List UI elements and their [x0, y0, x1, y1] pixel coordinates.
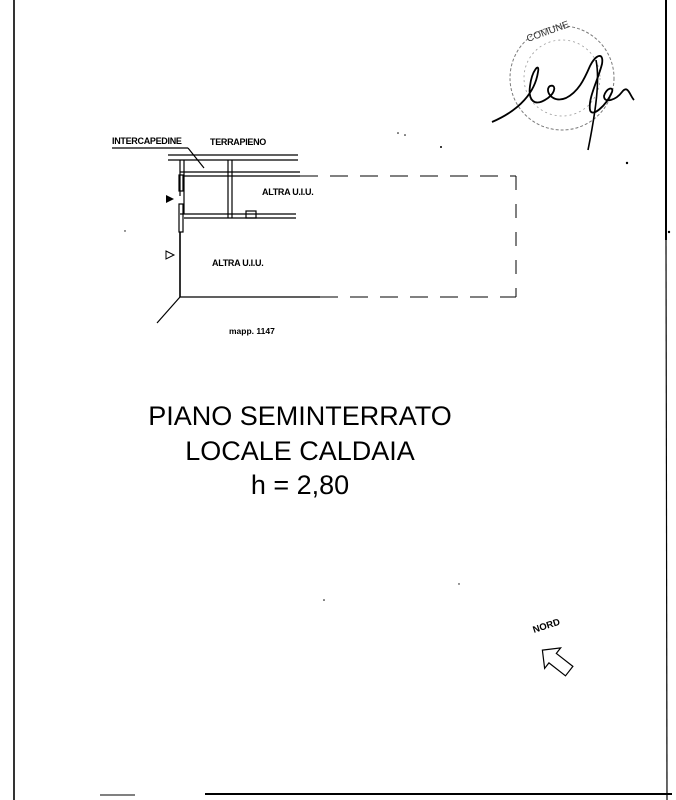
entrance-arrow-outline-icon [166, 251, 174, 259]
title-line-1: PIANO SEMINTERRATO [148, 401, 452, 431]
label-altra-uiu-upper: ALTRA U.I.U. [262, 187, 314, 197]
north-arrow-icon [534, 640, 577, 681]
floor-plan-drawing [112, 148, 320, 323]
north-label: NORD [531, 616, 562, 636]
stamp-text: COMUNE [525, 19, 571, 45]
sheet-border [14, 0, 672, 800]
entrance-arrow-filled-icon [166, 195, 174, 203]
signature [492, 56, 634, 122]
title-line-2: LOCALE CALDAIA [185, 436, 415, 466]
label-mappale: mapp. 1147 [229, 326, 275, 336]
scan-specks [124, 132, 670, 601]
label-altra-uiu-lower: ALTRA U.I.U. [212, 258, 264, 268]
leader-line-diagonal [188, 148, 204, 168]
opening-middle [179, 204, 183, 232]
label-intercapedine: INTERCAPEDINE [112, 136, 182, 146]
official-stamp [492, 19, 634, 150]
boundary-diagonal [157, 297, 180, 323]
dashed-boundary [300, 176, 516, 297]
title-line-3: h = 2,80 [250, 470, 350, 500]
label-terrapieno: TERRAPIENO [210, 137, 267, 147]
